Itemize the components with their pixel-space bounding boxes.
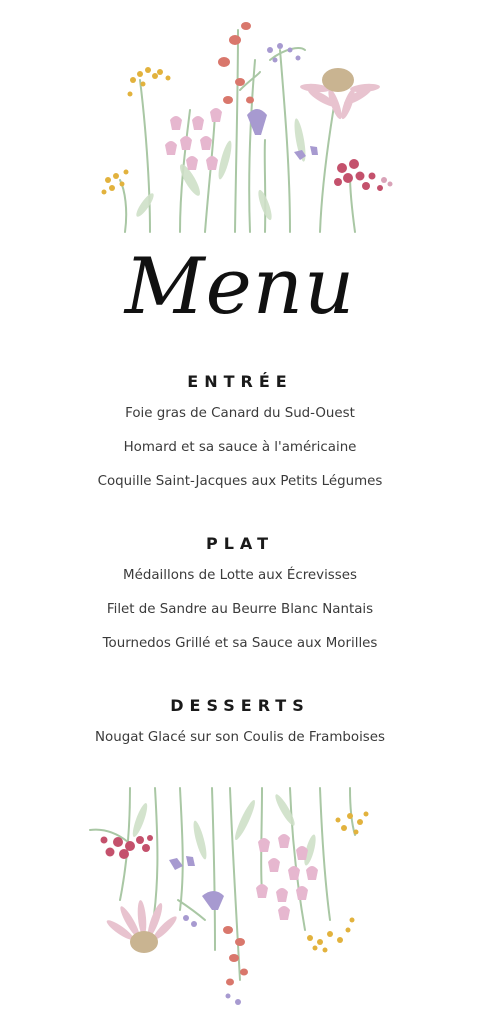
section-heading-entree: ENTRÉE — [187, 372, 293, 391]
menu-item: Nougat Glacé sur son Coulis de Framboises — [95, 730, 385, 745]
menu-item: Tournedos Grillé et sa Sauce aux Morilles — [102, 636, 378, 651]
menu-title: Menu — [124, 242, 356, 332]
menu-item: Homard et sa sauce à l'américaine — [123, 440, 357, 455]
section-desserts — [0, 691, 480, 755]
section-plat — [0, 529, 480, 661]
menu-item: Coquille Saint-Jacques aux Petits Légumes — [97, 474, 383, 489]
section-heading-desserts: DESSERTS — [170, 696, 310, 715]
section-heading-plat: PLAT — [206, 534, 274, 553]
menu-item: Foie gras de Canard du Sud-Ouest — [125, 406, 355, 421]
menu-item: Médaillons de Lotte aux Écrevisses — [123, 568, 357, 583]
floral-decoration-bottom — [0, 780, 480, 1010]
floral-decoration-top — [0, 0, 480, 240]
section-entree — [0, 367, 480, 499]
menu-item: Filet de Sandre au Beurre Blanc Nantais — [106, 602, 374, 617]
